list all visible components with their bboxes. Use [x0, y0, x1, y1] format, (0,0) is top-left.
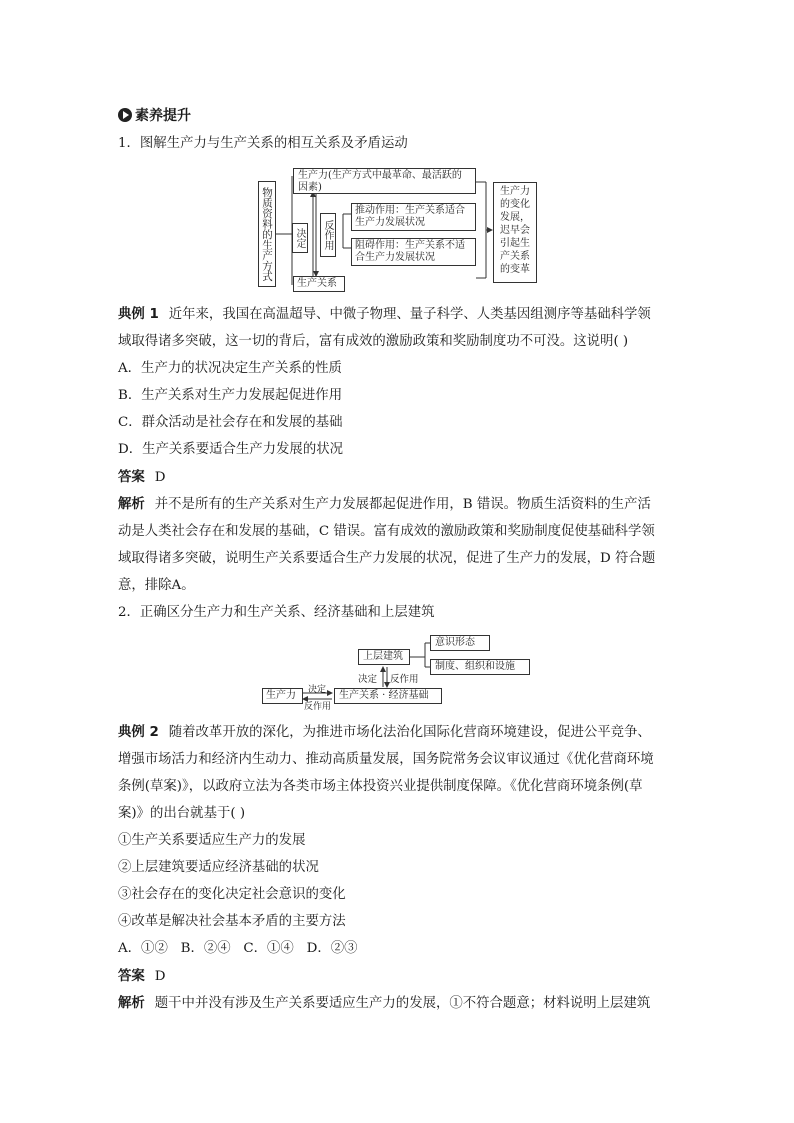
ideology-box: 意识形态	[430, 635, 490, 651]
example2-question-line3: 条例(草案)》，以政府立法为各类市场主体投资兴业提供制度保障。《优化营商环境条例(草	[118, 779, 643, 794]
analysis-text: 并不是所有的生产关系对生产力发展都起促进作用，B 错误。物质生活资料的生产活	[154, 497, 651, 512]
topic1-heading: 1．图解生产力与生产关系的相互关系及矛盾运动	[118, 136, 408, 151]
example1-analysis-line4: 意，排除A。	[118, 578, 195, 593]
example2-question-text: 随着改革开放的深化，为推进市场化法治化国际化营商环境建设，促进公平竞争、	[168, 725, 651, 740]
superstructure-box: 上层建筑	[358, 649, 410, 665]
promote-box: 推动作用：生产关系适合生产力发展状况	[351, 203, 476, 231]
answer-value: D	[154, 470, 166, 485]
answer-label-2: 答案	[118, 969, 145, 984]
change-box: 生产力的变化发展，迟早会引起生产关系的变革	[493, 182, 537, 283]
productive-force-box: 生产力(生产方式中最革命、最活跃的因素)	[293, 168, 476, 194]
analysis-label-2: 解析	[118, 996, 145, 1011]
example2-label: 典例 2	[118, 725, 159, 740]
productive-force-box-2: 生产力	[262, 688, 303, 704]
decide-label-3: 决定	[308, 685, 327, 695]
example1-question-text: 近年来，我国在高温超导、中微子物理、量子科学、人类基因组测序等基础科学领	[168, 307, 651, 322]
example2-options: A．①② B．②④ C．①④ D．②③	[118, 941, 358, 956]
decide-label: 决定	[292, 223, 308, 253]
example2-analysis-line1	[118, 995, 650, 1013]
example1-analysis-line2: 动是人类社会存在和发展的基础，C 错误。富有成效的激励政策和奖励制度促使基础科学领	[118, 524, 655, 539]
react-label: 反作用	[320, 213, 336, 257]
decide-label-2: 决定	[358, 674, 378, 685]
relations-box: 生产关系	[293, 276, 345, 292]
example2-item-2: ②上层建筑要适应经济基础的状况	[118, 860, 319, 875]
example1-question-line2: 域取得诸多突破，这一切的背后，富有成效的激励政策和奖励制度功不可没。这说明( )	[118, 334, 629, 349]
example2-item-1: ①生产关系要适应生产力的发展	[118, 833, 306, 848]
react-label-2: 反作用	[390, 674, 419, 685]
institutions-box: 制度、组织和设施	[430, 659, 530, 675]
answer-label: 答案	[118, 470, 145, 485]
example2-question-line1	[118, 724, 651, 742]
example2-answer	[118, 968, 166, 986]
example1-option-b: B．生产关系对生产力发展起促进作用	[118, 388, 343, 403]
example1-option-c: C．群众活动是社会存在和发展的基础	[118, 415, 343, 430]
example2-item-4: ④改革是解决社会基本矛盾的主要方法	[118, 914, 346, 929]
example1-option-d: D．生产关系要适合生产力发展的状况	[118, 442, 343, 457]
example2-question-line2: 增强市场活力和经济内生动力、推动高质量发展，国务院常务会议审议通过《优化营商环境	[118, 752, 654, 767]
analysis-label: 解析	[118, 497, 145, 512]
analysis-text-2: 题干中并没有涉及生产关系要适应生产力的发展，①不符合题意；材料说明上层建筑	[154, 996, 651, 1011]
example1-option-a: A．生产力的状况决定生产关系的性质	[118, 361, 342, 376]
example1-label: 典例 1	[118, 307, 159, 322]
relations-base-box: 生产关系 · 经济基础	[334, 688, 442, 704]
section-title-text: 素养提升	[135, 108, 191, 124]
example1-analysis-line3: 域取得诸多突破，说明生产关系要适合生产力发展的状况，促进了生产力的发展，D 符合题	[118, 551, 656, 566]
hinder-box: 阻碍作用：生产关系不适合生产力发展状况	[351, 238, 476, 266]
example2-item-3: ③社会存在的变化决定社会意识的变化	[118, 887, 346, 902]
means-of-production-box: 物质资料的生产方式	[258, 181, 276, 287]
topic2-heading: 2．正确区分生产力和生产关系、经济基础和上层建筑	[118, 605, 435, 620]
example2-question-line4: 案)》的出台就基于( )	[118, 806, 246, 821]
answer-value-2: D	[154, 969, 166, 984]
react-label-3: 反作用	[304, 702, 332, 712]
